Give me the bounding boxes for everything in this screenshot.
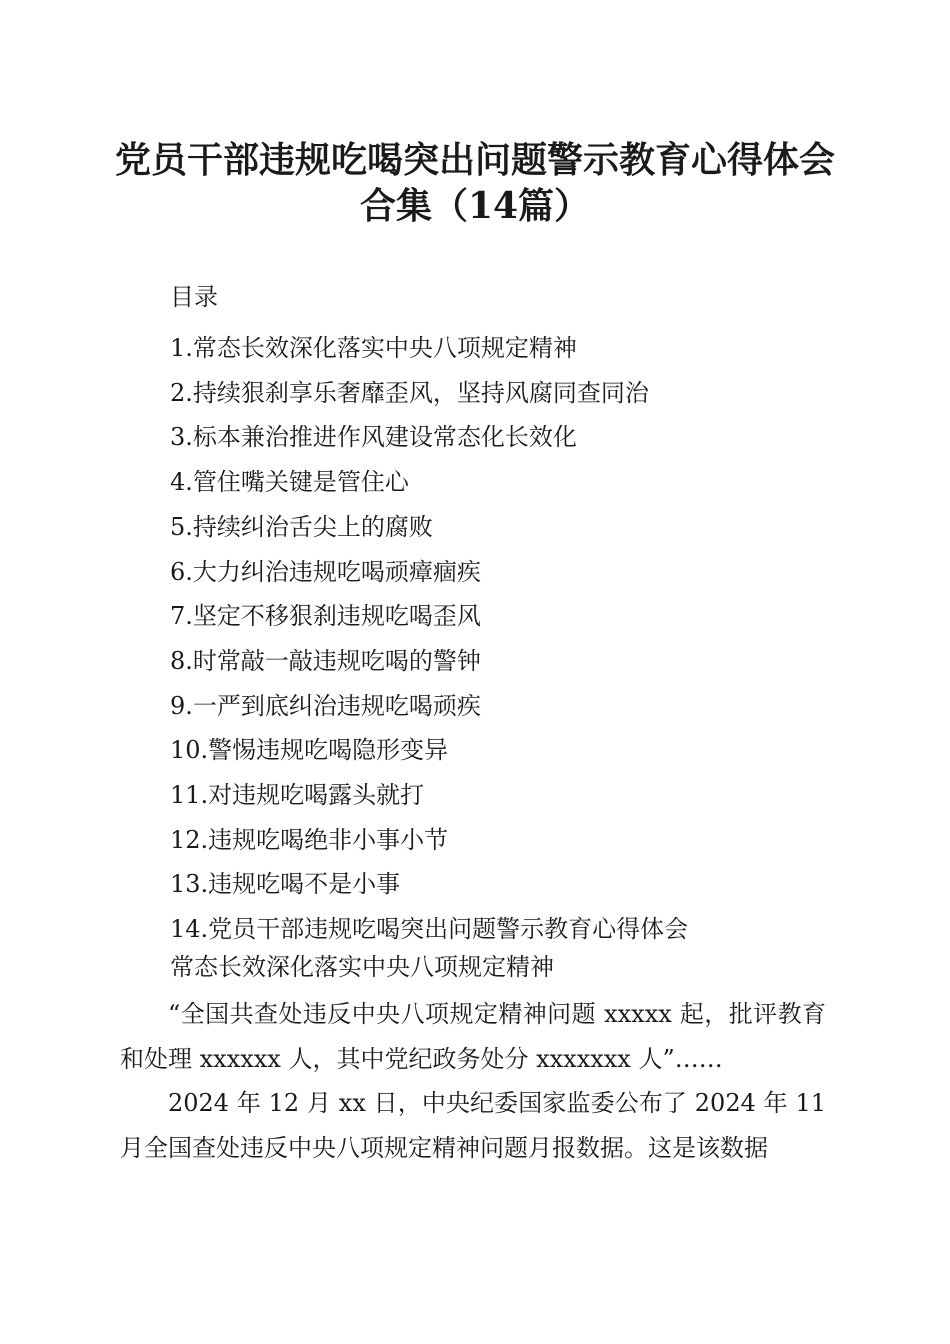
toc-item: 9.一严到底纠治违规吃喝顽疾 [170, 691, 481, 720]
document-title-line-1: 党员干部违规吃喝突出问题警示教育心得体会 [114, 139, 835, 181]
toc-item: 13.违规吃喝不是小事 [170, 870, 401, 899]
toc-item: 7.坚定不移狠刹违规吃喝歪风 [170, 602, 481, 631]
body-paragraph: 2024 年 12 月 xx 日，中央纪委国家监委公布了 2024 年 11 月全国查处违反中央八项规定精神问题月报数据。这是该数据 [120, 1089, 826, 1162]
toc-item: 11.对违规吃喝露头就打 [170, 781, 425, 810]
toc-item: 2.持续狠刹享乐奢靡歪风，坚持风腐同查同治 [170, 378, 649, 407]
toc-item: 5.持续纠治舌尖上的腐败 [170, 512, 433, 541]
document-title-line-2: 合集（14篇） [359, 185, 591, 227]
section-heading: 常态长效深化落实中央八项规定精神 [170, 953, 554, 981]
toc-item: 12.违规吃喝绝非小事小节 [170, 825, 449, 854]
toc-item: 8.时常敲一敲违规吃喝的警钟 [170, 646, 481, 675]
toc-item: 10.警惕违规吃喝隐形变异 [170, 736, 449, 765]
toc-item: 3.标本兼治推进作风建设常态化长效化 [170, 423, 577, 452]
table-of-contents [170, 326, 688, 952]
toc-heading: 目录 [170, 283, 218, 311]
body-paragraph: “全国共查处违反中央八项规定精神问题 xxxxx 起，批评教育和处理 xxxxxx 人，其中党纪政务处分 xxxxxxx 人”…… [120, 1000, 826, 1073]
toc-item: 6.大力纠治违规吃喝顽瘴痼疾 [170, 557, 481, 586]
toc-item: 14.党员干部违规吃喝突出问题警示教育心得体会 [170, 915, 689, 944]
toc-item: 1.常态长效深化落实中央八项规定精神 [170, 334, 577, 362]
toc-item: 4.管住嘴关键是管住心 [170, 468, 409, 497]
